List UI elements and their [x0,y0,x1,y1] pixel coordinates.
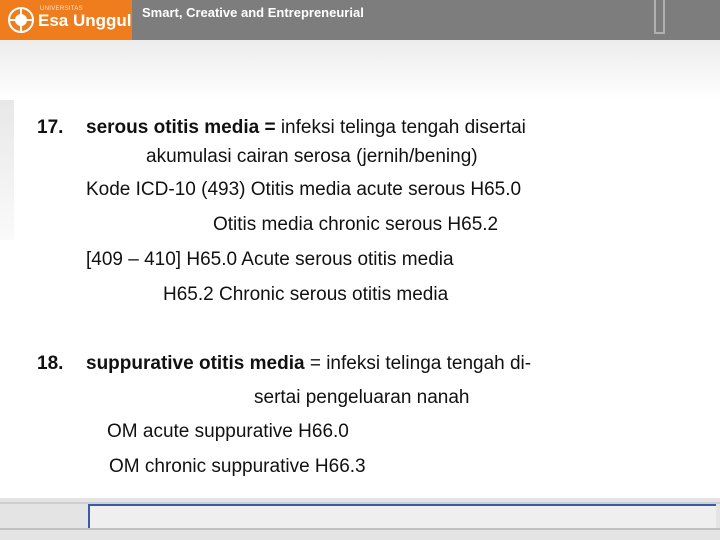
item-definition-continued: akumulasi cairan serosa (jernih/bening) [146,146,478,167]
icd-code-line: Kode ICD-10 (493) Otitis media acute serous H65.0 [86,179,522,200]
icd-code-line: [409 – 410] H65.0 Acute serous otitis media [86,249,454,270]
icd-code-line: Otitis media chronic serous H65.2 [213,214,499,235]
item-definition: = infeksi telinga tengah di- [304,353,532,374]
item-definition: infeksi telinga tengah disertai [275,117,526,138]
header-bar [0,0,720,40]
item-number: 17. [37,117,64,138]
top-decoration-band [0,40,720,100]
header-decoration [654,0,665,34]
footer-frame [88,504,716,528]
logo-name: Esa Unggul [38,11,132,30]
item-number: 18. [37,353,64,374]
logo [0,0,132,40]
item-term: serous otitis media = [86,117,276,138]
item-definition-continued: sertai pengeluaran nanah [254,387,470,408]
item-heading [86,352,531,376]
icd-code-line: OM chronic suppurative H66.3 [109,456,366,477]
side-decoration-band [0,100,14,240]
icd-code-line: H65.2 Chronic serous otitis media [163,284,449,305]
logo-subtitle: UNIVERSITAS [40,6,83,12]
footer-divider [0,528,720,530]
university-emblem-icon [8,7,34,33]
item-heading [86,116,526,140]
item-term: suppurative otitis media [86,353,305,374]
icd-code-line: OM acute suppurative H66.0 [107,421,349,442]
header-tagline: Smart, Creative and Entrepreneurial [142,5,364,20]
